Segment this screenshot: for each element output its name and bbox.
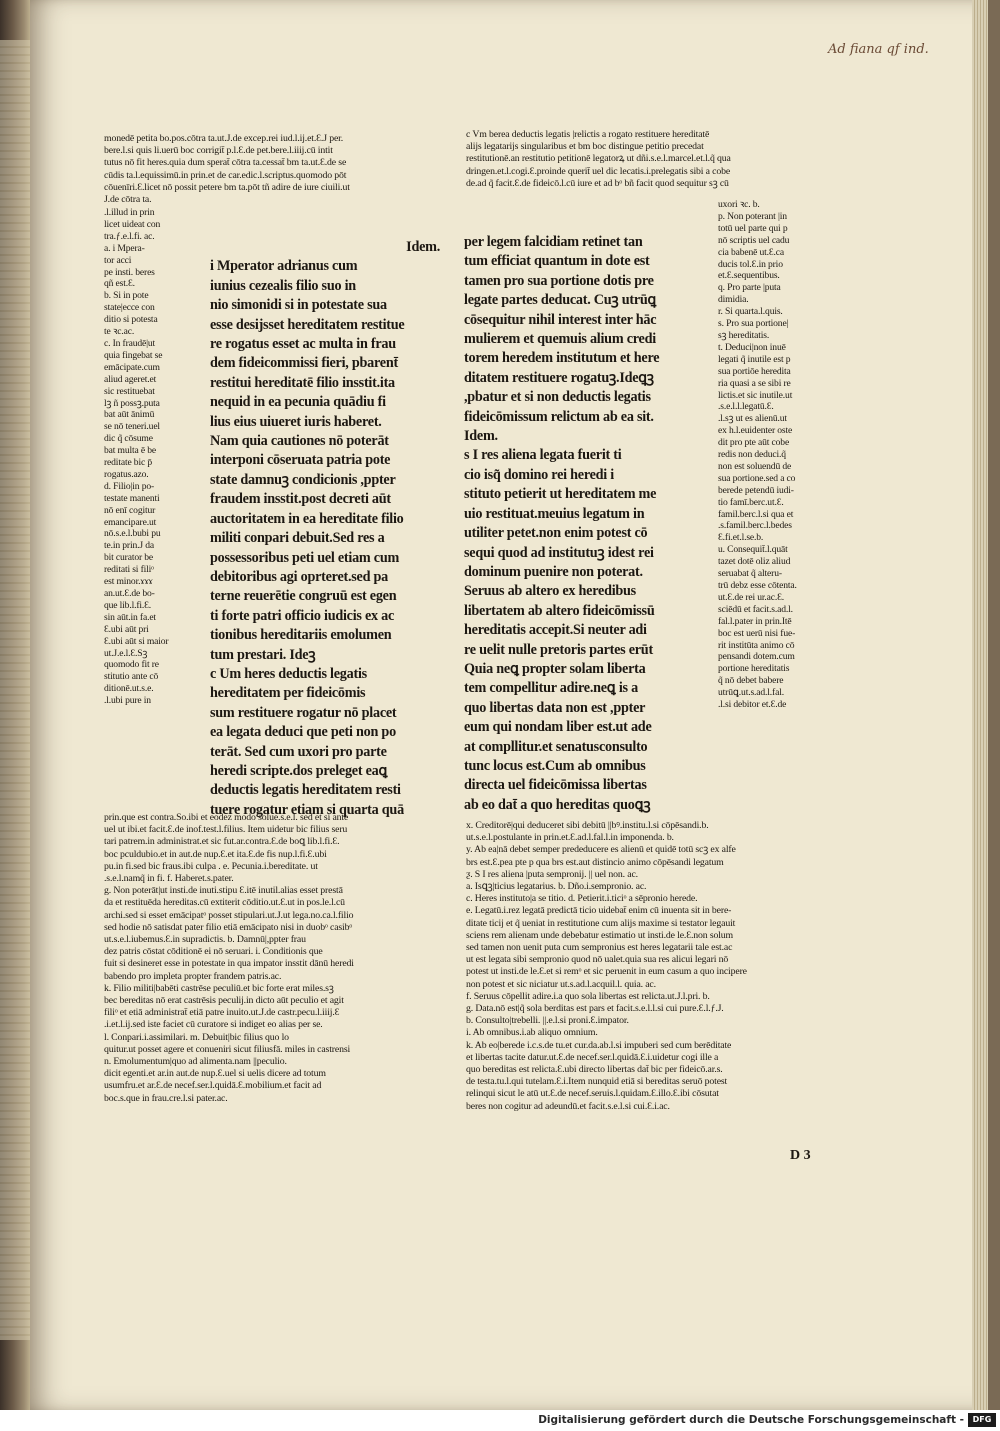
gloss-line: totū uel parte qui p: [718, 222, 788, 234]
gloss-line: nō enī cogitur: [104, 504, 156, 516]
gloss-line: ut.J.e.l.Ɛ.Sꝫ: [104, 647, 148, 659]
text-line: hereditatem per fideicōmis: [210, 685, 366, 702]
note-line: k. Filio militi|babēti castrēse peculiū.et bic forte erat miles.sꝫ: [104, 982, 334, 994]
gloss-line: nō scriptis uel cadu: [718, 234, 790, 246]
gloss-line: sua portione.sed a co: [718, 472, 796, 484]
note-line: da et restituēda hereditas.cū extiterit cōditio.ut.Ɛ.ut in pos.le.l.cū: [104, 897, 345, 909]
gloss-line: ditio si potesta: [104, 314, 158, 326]
gloss-line: legati q̃ inutile est p: [718, 353, 791, 365]
text-line: tamen pro sua portione dotis pre: [464, 272, 654, 289]
text-line: utiliter petet.non enim potest cō: [464, 525, 648, 542]
note-line: ditate ticij et q̃ ueniat in restitutione cum alijs maxime si testator legauit: [466, 917, 736, 929]
note-line: n. Emolumentum|quo ad alimenta.nam ||peculio.: [104, 1056, 287, 1068]
gloss-line: c. In fraudē|ut: [104, 337, 156, 349]
gloss-line: ex h.l.euidenter oste: [718, 425, 793, 437]
text-line: tuere rogatur etiam si quarta quā: [210, 801, 404, 818]
gloss-line: et.Ɛ.sequentibus.: [718, 270, 780, 282]
gloss-line: tazet dotē oliz aliud: [718, 556, 791, 568]
gloss-line: tor acci: [104, 254, 132, 266]
gloss-line: q. Pro parte |puta: [718, 282, 781, 294]
dfg-logo: DFG: [968, 1413, 996, 1427]
gloss-line: bere.l.si quis li.uerū boc corrigit̄ p.l.Ɛ.de pet.bere.l.iiij.cū intit: [104, 145, 333, 157]
gloss-line: b. Si in pote: [104, 290, 149, 302]
gloss-line: reditate bic p̄: [104, 457, 152, 469]
main-column-left: [210, 238, 448, 820]
note-line: i. Ab omnibus.i.ab aliquo omnium.: [466, 1027, 598, 1039]
gloss-line: quia fingebat se: [104, 349, 163, 361]
gloss-line: an.ut.Ɛ.de bo-: [104, 588, 155, 599]
note-line: .i.et.l.ij.sed iste faciet cū curatore si indiget eo alias per se.: [104, 1019, 323, 1031]
text-line: deductis legatis hereditatem resti: [210, 782, 401, 799]
gloss-line: portione hereditatis: [718, 663, 790, 675]
text-line: per legem falcidiam retinet tan: [464, 234, 643, 250]
gloss-line: tra.ƒ.e.l.fi. ac.: [104, 230, 155, 242]
top-gloss-right: [466, 129, 838, 190]
gloss-line: c Vm berea deductis legatis |relictis a rogato restituere hereditatē: [466, 129, 710, 140]
gloss-left-column: [104, 207, 196, 707]
text-line: auctoritatem in ea hereditate filio: [210, 510, 404, 527]
text-line: at compllitur.et senatusconsulto: [464, 738, 648, 755]
text-line: tionibus hereditariis emolumen: [210, 627, 392, 644]
note-line: pu.in fi.sed bic fraus.ibi culpa . e. Pecunia.i.bereditate. ut: [104, 860, 318, 872]
note-line: beres non cogitur ad adeundū.et facit.s.e.l.si cui.Ɛ.i.ac.: [466, 1100, 670, 1112]
text-line: c Um heres deductis legatis: [210, 665, 367, 682]
text-line: quo libertas data non est ,ppter: [464, 699, 646, 716]
gloss-line: sin aūt.in fa.et: [104, 611, 156, 623]
text-line: debitoribus agi oprteret.sed pa: [210, 568, 389, 585]
top-gloss-left: [104, 133, 444, 206]
text-line: mulierem et quemuis alium credi: [464, 331, 656, 348]
text-line: Seruus ab altero ex heredibus: [464, 583, 636, 600]
gloss-line: redis non deduci.q̃: [718, 449, 786, 461]
gloss-line: r. Si quarta.l.quis.: [718, 306, 783, 318]
gloss-line: sꝫ hereditatis.: [718, 329, 770, 341]
gloss-line: famil.berc.l.si qua et: [718, 508, 794, 520]
gloss-line: d. Filio|in po-: [104, 480, 155, 492]
text-line: s I res aliena legata fuerit ti: [464, 447, 622, 464]
gloss-line: alijs legatarijs singularibus et bm boc distingue petitio precedat: [466, 141, 704, 153]
text-line: cōsequitur nihil interest inter hāc: [464, 311, 657, 328]
gloss-line: rit institūta animo cō: [718, 639, 795, 651]
gloss-line: p. Non poterant |in: [718, 210, 787, 222]
text-line: tum efficiat quantum in dote est: [464, 253, 650, 270]
text-line: ,pbatur et si non deductis legatis: [464, 389, 651, 406]
text-line: re uelit nulle pretoris partes erūt: [464, 641, 653, 658]
gloss-line: .l.ubi pure in: [104, 695, 151, 707]
text-line: i Mperator adrianus cum: [210, 258, 358, 275]
gloss-line: .l.sꝫ ut es alienū.ut: [718, 413, 787, 425]
note-line: l. Conpari.i.assimilari. m. Debuit|bic filius quo lo: [104, 1031, 289, 1043]
text-line: Quia neꝗ propter solam liberta: [464, 660, 646, 677]
note-line: boc.s.que in frau.cre.l.si pater.ac.: [104, 1092, 228, 1104]
gloss-line: ducis tol.Ɛ.in prio: [718, 258, 783, 270]
gloss-line: .l.si debitor et.Ɛ.de: [718, 699, 787, 711]
note-line: ut.s.e.l.postulante in prin.et.Ɛ.ad.l.fal.l.in imponenda. b.: [466, 832, 674, 844]
text-line: terne reuerētie congruū est egen: [210, 588, 397, 605]
text-line: militi conpari debuit.Sed res a: [210, 530, 385, 547]
note-line: dicit egenti.et ar.in aut.de nup.Ɛ.uel si uelis dicere ad totum: [104, 1068, 326, 1080]
notes-right-block: [466, 820, 838, 1113]
gloss-line: cōuenīri.Ɛ.licet nō possit petere bm ta.pōt tñ adire de iure ciuili.ut: [104, 181, 350, 193]
text-line: lius eius uiueret iuris haberet.: [210, 413, 382, 430]
gloss-line: dringen.et.l.cogi.Ɛ.proinde querit̄ uel dic lecatis.i.prelegatis sibi a cobe: [466, 165, 731, 177]
gloss-line: qñ est.Ɛ.: [104, 278, 135, 290]
note-line: tari patrem.in administrat.et sic fut.ar.contra.Ɛ.de boꝗ lib.l.fi.Ɛ.: [104, 836, 340, 848]
text-line: dem fideicommissi fieri, pbarent̄: [210, 355, 398, 372]
gloss-line: bat multa ē be: [104, 445, 156, 457]
note-line: babendo pro impleta propter frandem patris.ac.: [104, 970, 282, 982]
text-line: eum qui nondam liber est.ut ade: [464, 719, 652, 736]
text-line: legate partes deducat. Cuꝫ utrūꝗ: [464, 292, 657, 309]
gloss-line: .l.illud in prin: [104, 207, 155, 218]
page-edge-right: [972, 0, 988, 1410]
gloss-line: emancipare.ut: [104, 516, 157, 528]
text-line: interponi cōseruata patria pote: [210, 452, 391, 469]
gloss-line: sua portiōe heredita: [718, 365, 791, 377]
gloss-line: dic q̃ cōsume: [104, 433, 153, 445]
text-line: heredi scripte.dos preleget eaꝗ: [210, 762, 388, 779]
gloss-line: utrūꝗ.ut.s.ad.l.fal.: [718, 687, 784, 699]
text-line: stituto petierit ut hereditatem me: [464, 486, 657, 503]
note-line: sed tamen non uenit puta cum sempronius est heres legatarii tale est.ac: [466, 942, 733, 954]
text-line: fraudem insstit.post decreti aūt: [210, 491, 391, 508]
gloss-right-column: [718, 199, 840, 711]
gloss-line: est minor.ɤɤɤ: [104, 576, 153, 588]
text-line: dominum puenire non poterat.: [464, 563, 643, 580]
note-line: b. Consulto|trebelli. ||.e.l.si proni.Ɛ.impator.: [466, 1015, 629, 1027]
text-line: Idem.: [464, 428, 498, 445]
text-line: ti forte patri officio iudicis ex ac: [210, 607, 395, 624]
signature-mark: D 3: [790, 1148, 811, 1163]
text-line: sum restituere rogatur nō placet: [210, 704, 397, 721]
note-line: ut est legata sibi sempronio quod nō ualet.quia sua res alicui legari nō: [466, 954, 729, 966]
gloss-line: cia babenē ut.Ɛ.ca: [718, 246, 785, 258]
gloss-line: uxori ꝛc. b.: [718, 199, 760, 210]
note-line: g. Data.nō est|q̃ sola berditas est pars et facit.s.e.l.l.si cui pure.Ɛ.l.ƒ.J.: [466, 1003, 724, 1015]
note-line: a. Isꝗꝫ|ticius legatarius. b. Dño.i.sempronio. ac.: [466, 881, 647, 893]
text-line: libertatem ab altero fideicōmissū: [464, 602, 655, 619]
note-line: non potest et sic niciatur ut.s.ad.l.acquil.l. quia. ac.: [466, 978, 656, 990]
note-line: de testa.tu.l.qui tutelam.Ɛ.i.Item nunquid etiā si bereditas seruō potest: [466, 1076, 728, 1088]
footer-bar: [0, 1410, 1000, 1431]
note-line: bec bereditas nō erat castrēsis peculij.in dicto aūt peculio et agit: [104, 995, 344, 1007]
text-line: ea legata deduci que peti non po: [210, 724, 396, 741]
text-line: uio restituat.meuius legatum in: [464, 505, 645, 522]
gloss-line: .s.e.l.l.legatū.Ɛ.: [718, 401, 774, 413]
main-column-right: [464, 233, 700, 815]
gloss-line: stitutio ante cō: [104, 671, 159, 683]
gloss-line: tutus nō fit heres.quia dum sperat̄ cōtra ta.cessat̄ bm ta.ut.Ɛ.de se: [104, 157, 347, 169]
gloss-line: que lib.l.fi.Ɛ.: [104, 599, 152, 611]
note-line: prin.que est contra.So.ibi et eodez modo solue.s.e.l. sed et si ante: [104, 812, 349, 823]
gloss-line: cūdis ta.l.equissimū.in prin.et de car.edic.l.scriptus.quomodo pōt: [104, 169, 347, 181]
note-line: ƺ. S I res aliena |puta sempronij. || uel non. ac.: [466, 868, 638, 880]
gloss-line: lꝫ ñ possꝫ.puta: [104, 397, 160, 409]
note-line: usumfru.et ar.Ɛ.de necef.ser.l.quidā.Ɛ.mobilium.et facit ad: [104, 1080, 322, 1092]
gloss-line: te ꝛc.ac.: [104, 326, 135, 338]
note-line: x. Creditorē|qui deduceret sibi debitū ||bꝰ.institu.l.si cōpēsandi.b.: [466, 820, 709, 831]
gloss-line: a. i Mpera-: [104, 242, 145, 254]
text-line: possessoribus peti uel etiam cum: [210, 549, 400, 566]
note-line: filiᵒ et etiā administrat̄ etiā patre inuito.ut.J.de castr.pecu.l.iiij.Ɛ: [104, 1007, 340, 1019]
gloss-line: emācipate.cum: [104, 361, 160, 373]
text-line: sequi quod ad institutuꝫ idest rei: [464, 544, 654, 561]
text-line: restitui hereditatē filio insstit.ita: [210, 374, 395, 391]
gloss-line: pensandi dotem.cum: [718, 651, 795, 663]
gloss-line: nō.s.e.l.bubi pu: [104, 528, 161, 540]
text-line: cio isq̃ domino rei heredi i: [464, 466, 614, 483]
note-line: k. Ab eo|berede i.c.s.de tu.et cur.da.ab.l.si impuberi sed cum berēditate: [466, 1039, 732, 1051]
note-line: sed hodie nō satisdat pater filio etiā emācipato nisi in duobᵒ casibᵒ: [104, 921, 353, 933]
note-line: quo bereditas est relicta.Ɛ.ubi directo libertas dat̄ bic per fideicō.ar.s.: [466, 1064, 723, 1076]
gloss-line: ria quasi a se sibi re: [718, 377, 791, 389]
gloss-line: tio famī.berc.ut.Ɛ.: [718, 496, 784, 508]
note-line: uel ut ibi.et facit.Ɛ.de inof.test.l.filius. Item uidetur bic filius seru: [104, 824, 348, 836]
gloss-line: state|ecce con: [104, 302, 155, 314]
gloss-line: bat aūt ānimū: [104, 409, 155, 421]
text-line: iunius cezealis filio suo in: [210, 277, 356, 294]
gloss-line: licet uideat con: [104, 218, 161, 230]
note-line: sciens rem alienam unde debebatur estimatio ut insti.de le.Ɛ.non solum: [466, 929, 734, 941]
text-line: re rogatus esset ac multa in frau: [210, 336, 396, 353]
gloss-line: dit pro pte aūt cobe: [718, 437, 790, 449]
note-line: brs est.Ɛ.pea pte p qua brs est.aut distincio animo cōpēsandi legatum: [466, 856, 724, 868]
text-line: state damnuꝫ condicionis ,ppter: [210, 471, 396, 488]
gloss-line: fal.l.pater in prin.Itē: [718, 615, 792, 627]
manuscript-note: Ad fiana qf ind.: [828, 42, 929, 57]
gloss-line: non est soluendū de: [718, 460, 792, 472]
gloss-line: Ɛ.ubi aūt si maior: [104, 635, 169, 647]
gloss-line: .s.famil.berc.l.bedes: [718, 520, 792, 532]
gloss-line: J.de cōtra ta.: [104, 194, 152, 206]
gloss-line: testate manenti: [104, 492, 160, 504]
gloss-line: reditati si filiᵒ: [104, 564, 154, 576]
text-line: hereditatis accepit.Si neuter adi: [464, 622, 647, 639]
note-line: relinqui sicut le atū ut.Ɛ.de necef.seruis.l.quidam.Ɛ.illo.Ɛ.ibi cōsutat: [466, 1088, 719, 1100]
note-line: .s.e.l.namq̃ in fi. f. Haberet.s.pater.: [104, 873, 234, 885]
gloss-line: restitutionē.an restitutio petitionē legatorꝝ ut dñi.s.e.l.marcel.et.l.q̃ qua: [466, 153, 731, 165]
gloss-line: trū debz esse cōtenta.: [718, 580, 797, 591]
section-heading: Idem.: [406, 239, 440, 255]
note-line: fuit si desineret esse in potestate in qua impator insstit dānū heredi: [104, 958, 354, 970]
gloss-line: se nō teneri.uel: [104, 421, 160, 433]
gloss-line: Ɛ.fi.et.l.se.b.: [718, 532, 764, 544]
gloss-line: Ɛ.ubi aūt pri: [104, 623, 149, 635]
note-line: potest ut insti.de le.Ɛ.et si remᵒ et sic peruenit in eum casum a quo incipere: [466, 966, 747, 978]
gloss-line: berede petendū iudi-: [718, 484, 794, 496]
footer-credit: Digitalisierung gefördert durch die Deutsche Forschungsgemeinschaft -: [538, 1414, 964, 1426]
text-line: tem compellitur adire.neꝗ is a: [464, 680, 638, 697]
text-line: Nam quia cautiones nō poterāt: [210, 433, 389, 450]
notes-left-block: [104, 812, 444, 1105]
text-line: ab eo dat̄ a quo hereditas quoꝗꝫ: [464, 796, 651, 813]
gloss-line: dimidia.: [718, 294, 749, 306]
gloss-line: quomodo fit re: [104, 659, 159, 671]
gloss-line: t. Deduci|non inuē: [718, 341, 786, 353]
gloss-line: ut.Ɛ.de rei ur.ac.Ɛ.: [718, 591, 785, 603]
gloss-line: s. Pro sua portione|: [718, 318, 789, 330]
text-line: fideicōmissum relictum ab ea sit.: [464, 408, 654, 425]
gloss-line: ditionē.ut.s.e.: [104, 683, 154, 695]
text-line: torem heredem institutum et here: [464, 350, 660, 367]
gloss-line: aliud ageret.et: [104, 373, 157, 385]
gloss-line: bit curator be: [104, 552, 154, 564]
gloss-line: sic restituebat: [104, 385, 155, 397]
text-line: ditatem restituere rogatuꝫ.Ideꝗꝫ: [464, 369, 654, 386]
gloss-line: rogatus.azo.: [104, 468, 149, 480]
note-line: dez patris cōstat cōditionē ei nō seruari. i. Conditionis que: [104, 946, 323, 958]
note-line: c. Heres instituto|a se titio. d. Petierit.i.ticiᵒ a sēpronio herede.: [466, 893, 698, 905]
gloss-line: q̃ nō debet babere: [718, 675, 784, 687]
gloss-line: lictis.et sic inutile.ut: [718, 389, 793, 401]
text-line: nequid in ea pecunia quādiu fi: [210, 394, 386, 411]
gloss-line: sciēdū et facit.s.ad.l.: [718, 603, 793, 615]
note-line: e. Legatū.i.rez legatā predictā ticio uidebat̄ enim cū inuenta sit in bere-: [466, 905, 732, 917]
note-line: quitur.ut posset agere et conueniri sicut filiusfā. miles in castrensi: [104, 1043, 351, 1055]
gloss-line: monedē petita bo.pos.cōtra ta.ut.J.de excep.rei iud.l.ij.et.Ɛ.J per.: [104, 133, 344, 144]
note-line: archi.sed si esset emācipatᵒ posset stipulari.ut.J.ut lega.no.ca.l.filio: [104, 909, 354, 921]
text-line: tunc locus est.Cum ab omnibus: [464, 757, 646, 774]
note-line: ut.s.e.l.iubemus.Ɛ.in supradictis. b. Damnū|,ppter frau: [104, 934, 306, 946]
text-line: terāt. Sed cum uxori pro parte: [210, 743, 387, 760]
gloss-line: boc est uerū nisi fue-: [718, 627, 796, 639]
text-line: nio simonidi si in potestate sua: [210, 297, 387, 314]
text-line: esse desijsset hereditatem restitue: [210, 316, 405, 333]
gloss-line: te.in prin.J da: [104, 540, 154, 552]
note-line: y. Ab ea|nā debet semper prededucere es alienū et quidē totū scꝫ ex alfe: [466, 844, 736, 856]
gloss-line: de.ad q̃ facit.Ɛ.de fideicō.l.cū iure et ad bᵒ bñ facit quod sequitur sꝫ cū: [466, 177, 729, 189]
note-line: boc pculdubio.et in aut.de nup.Ɛ.et ita.Ɛ.de fis nup.l.fi.Ɛ.ubi: [104, 848, 327, 860]
note-line: g. Non poterāt|ut insti.de inuti.stipu Ɛ.itē inutil.alias esset prestā: [104, 885, 343, 897]
text-line: directa uel fideicōmissa libertas: [464, 777, 647, 794]
gloss-line: pe insti. beres: [104, 266, 155, 278]
text-line: tum prestari. Ideꝫ: [210, 646, 316, 663]
note-line: f. Seruus cōpellit adire.i.a quo sola libertas est relicta.ut.J.l.pri. b.: [466, 990, 710, 1002]
note-line: et libertas tacite datur.ut.Ɛ.de necef.ser.l.quidā.Ɛ.i.uidetur cogi ille a: [466, 1051, 719, 1063]
gloss-line: seruabat q̃ alteru-: [718, 568, 782, 580]
gloss-line: u. Consequit̄.l.quāt: [718, 544, 788, 556]
